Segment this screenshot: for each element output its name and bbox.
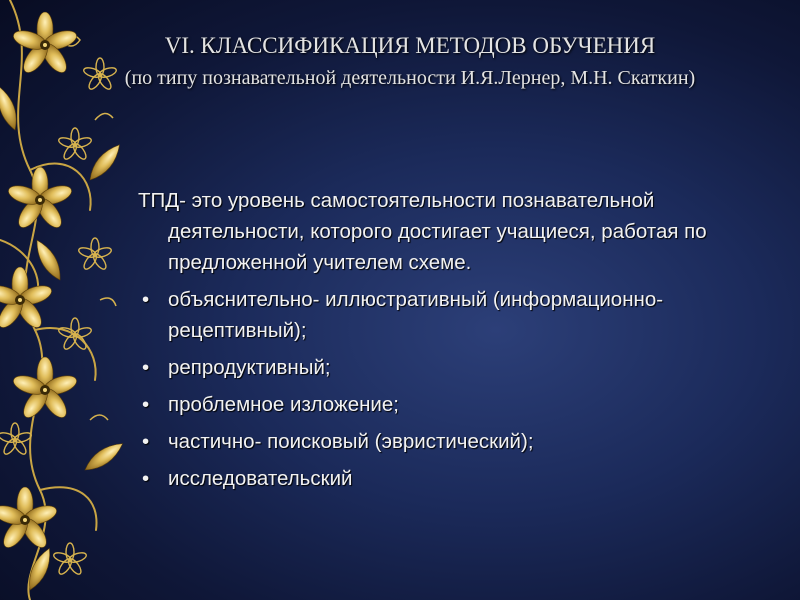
methods-list xyxy=(138,284,778,494)
list-item xyxy=(138,284,778,346)
bullet-marker: • xyxy=(142,288,150,311)
list-item-text: репродуктивный; xyxy=(168,356,331,379)
bullet-marker: • xyxy=(142,430,150,453)
slide-title-main: VI. КЛАССИФИКАЦИЯ МЕТОДОВ ОБУЧЕНИЯ xyxy=(164,33,656,58)
definition-text: ТПД- это уровень самостоятельности познавательной деятельности, которого достигает учащиеся, работая по предложенной учителем схеме. xyxy=(138,189,707,274)
bullet-marker: • xyxy=(142,467,150,490)
list-item xyxy=(138,389,778,420)
list-item-text: частично- поисковый (эвристический); xyxy=(168,430,534,453)
list-item-text: исследовательский xyxy=(168,467,353,490)
list-item-text: проблемное изложение; xyxy=(168,393,399,416)
list-item xyxy=(138,352,778,383)
list-item xyxy=(138,426,778,457)
slide-title xyxy=(30,30,790,95)
bullet-marker: • xyxy=(142,356,150,379)
list-item-text: объяснительно- иллюстративный (информационно- рецептивный); xyxy=(168,288,664,342)
slide-body xyxy=(138,185,778,500)
bullet-marker: • xyxy=(142,393,150,416)
slide-subtitle: (по типу познавательной деятельности И.Я.Лернер, М.Н. Скаткин) xyxy=(124,67,696,89)
list-item xyxy=(138,463,778,494)
